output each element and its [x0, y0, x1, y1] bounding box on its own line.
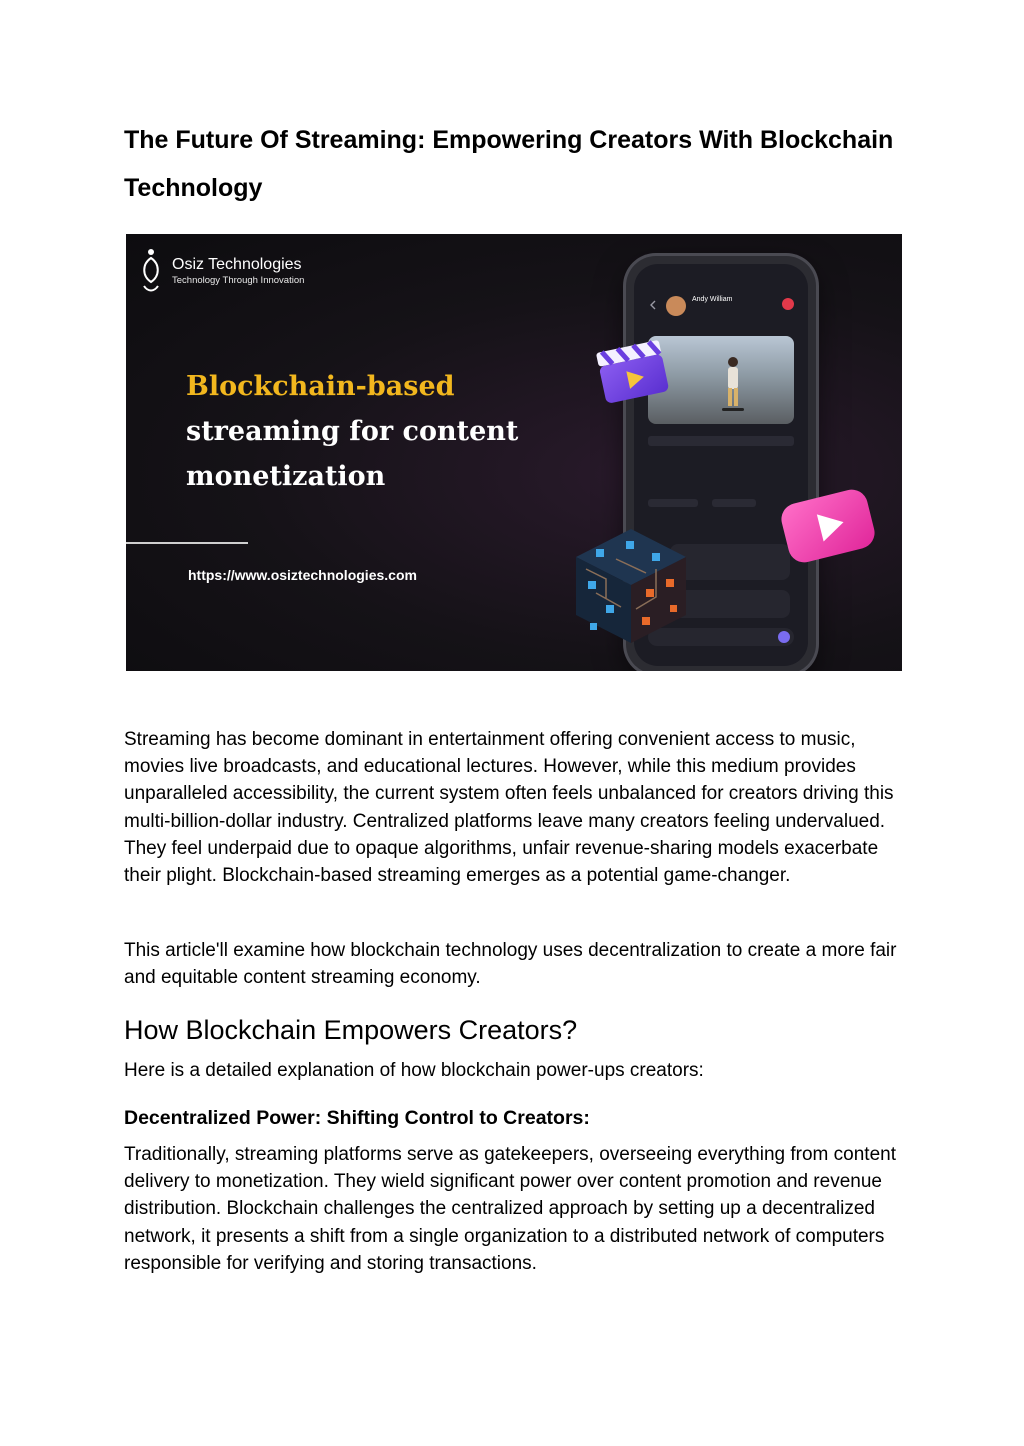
skateboarder-figure-icon: [718, 354, 748, 414]
subsection-heading: Decentralized Power: Shifting Control to Creators:: [124, 1107, 590, 1129]
phone-views-stat: [648, 499, 698, 507]
osiz-logo-icon: [138, 246, 164, 296]
back-arrow-icon: [648, 300, 658, 310]
record-icon: [782, 298, 794, 310]
clapperboard-icon: [592, 334, 672, 404]
banner-headline: [186, 364, 606, 499]
phone-progress-bar: [648, 436, 794, 446]
send-icon: [778, 631, 790, 643]
section-heading: How Blockchain Empowers Creators?: [124, 1015, 578, 1045]
phone-stream-header: [648, 294, 798, 320]
intro-paragraph: Streaming has become dominant in entertainment offering convenient access to music, movies live broadcasts, and educational lectures. However, while this medium provides unparalleled accessibility, the current system often feels unbalanced for creators driving this multi-billion-dollar industry. Centralized platforms leave many creators feeling undervalued. They feel underpaid due to opaque algorithms, unfair revenue-sharing models exacerbate their plight. Blockchain-based streaming emerges as a potential game-changer.: [124, 729, 894, 887]
banner-image: [126, 234, 902, 671]
section-lead: Here is a detailed explanation of how blockchain power-ups creators:: [124, 1060, 704, 1081]
phone-likes-stat: [712, 499, 756, 507]
brand-logo-block: [138, 246, 304, 296]
banner-headline-accent: Blockchain-based: [186, 371, 455, 402]
subsection-body: Traditionally, streaming platforms serve as gatekeepers, overseeing everything from content delivery to monetization. They wield significant power over content promotion and revenue distribution. Blockchain challenges the centralized approach by setting up a decentralized network, it presents a shift from a single organization to a distributed network of computers responsible for verifying and storing transactions.: [124, 1144, 896, 1274]
banner-url: https://www.osiztechnologies.com: [188, 567, 417, 583]
play-button-icon: [776, 486, 880, 566]
article-scope-paragraph: This article'll examine how blockchain technology uses decentralization to create a more fair and equitable content streaming economy.: [124, 940, 897, 989]
brand-name: Osiz Technologies: [172, 256, 302, 273]
blockchain-cube-icon: [566, 519, 696, 649]
banner-divider: [126, 542, 248, 544]
banner-headline-rest: streaming for content monetization: [186, 416, 519, 492]
phone-user-name: Andy William: [692, 296, 733, 303]
brand-tagline: Technology Through Innovation: [172, 275, 305, 286]
page-title: The Future Of Streaming: Empowering Creators With Blockchain Technology: [124, 126, 894, 202]
avatar: [666, 296, 686, 316]
